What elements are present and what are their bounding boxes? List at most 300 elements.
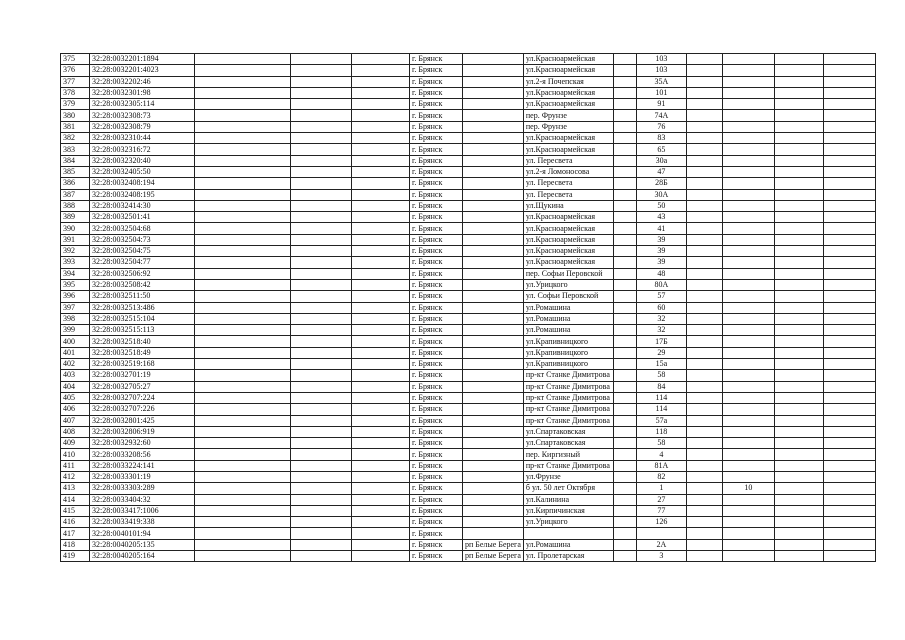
- cell-street: пр-кт Станке Димитрова: [523, 370, 613, 381]
- cell-empty: [352, 471, 410, 482]
- cell-empty: [823, 121, 875, 132]
- cell-settlement: [463, 460, 524, 471]
- cell-empty: [195, 144, 291, 155]
- cell-city: г. Брянск: [410, 551, 463, 562]
- cell-empty: [613, 483, 636, 494]
- cell-empty: [823, 246, 875, 257]
- cell-empty: [613, 449, 636, 460]
- cell-street: ул.Урицкого: [523, 517, 613, 528]
- table-row: [61, 471, 876, 482]
- cell-empty: [686, 268, 722, 279]
- cell-street: пер. Софьи Перовской: [523, 268, 613, 279]
- cell-house: 77: [636, 505, 686, 516]
- cell-no: 386: [61, 178, 90, 189]
- cell-settlement: [463, 54, 524, 65]
- cell-empty: [613, 212, 636, 223]
- cell-house: 3: [636, 551, 686, 562]
- cell-cad: 32:28:0040101:94: [90, 528, 195, 539]
- cell-city: г. Брянск: [410, 336, 463, 347]
- cell-no: 385: [61, 166, 90, 177]
- cell-empty: [352, 404, 410, 415]
- cell-city: г. Брянск: [410, 99, 463, 110]
- cell-empty: [195, 449, 291, 460]
- cell-empty: [291, 65, 352, 76]
- cell-cad: 32:28:0032515:113: [90, 325, 195, 336]
- cell-empty: [823, 144, 875, 155]
- cell-house: 65: [636, 144, 686, 155]
- table-row: [61, 449, 876, 460]
- cell-house: 118: [636, 426, 686, 437]
- cell-empty: [686, 223, 722, 234]
- cell-extra: [722, 133, 774, 144]
- cell-settlement: [463, 325, 524, 336]
- table-row: [61, 279, 876, 290]
- table-row: [61, 76, 876, 87]
- cell-extra: 10: [722, 483, 774, 494]
- cell-house: 41: [636, 223, 686, 234]
- cell-empty: [291, 234, 352, 245]
- cell-street: ул.Спартаковская: [523, 426, 613, 437]
- table-row: [61, 404, 876, 415]
- cell-empty: [613, 279, 636, 290]
- cell-extra: [722, 302, 774, 313]
- cell-no: 389: [61, 212, 90, 223]
- cell-empty: [195, 234, 291, 245]
- cell-city: г. Брянск: [410, 133, 463, 144]
- cell-empty: [195, 279, 291, 290]
- cell-no: 399: [61, 325, 90, 336]
- cell-empty: [774, 76, 823, 87]
- cell-settlement: [463, 313, 524, 324]
- cell-city: г. Брянск: [410, 166, 463, 177]
- cell-empty: [823, 347, 875, 358]
- cell-empty: [686, 517, 722, 528]
- table-row: [61, 291, 876, 302]
- cell-empty: [613, 370, 636, 381]
- table-row: [61, 313, 876, 324]
- cell-empty: [613, 110, 636, 121]
- cell-cad: 32:28:0032305:114: [90, 99, 195, 110]
- cell-house: 15а: [636, 359, 686, 370]
- cell-empty: [195, 200, 291, 211]
- cell-empty: [686, 99, 722, 110]
- cell-empty: [613, 257, 636, 268]
- cell-cad: 32:28:0032310:44: [90, 133, 195, 144]
- cell-street: ул. Пролетарская: [523, 551, 613, 562]
- cell-no: 405: [61, 392, 90, 403]
- cell-no: 377: [61, 76, 90, 87]
- cell-empty: [195, 257, 291, 268]
- table-row: [61, 517, 876, 528]
- table-row: [61, 528, 876, 539]
- cell-no: 398: [61, 313, 90, 324]
- cell-house: [636, 528, 686, 539]
- cell-city: г. Брянск: [410, 234, 463, 245]
- cell-empty: [774, 268, 823, 279]
- cell-empty: [352, 325, 410, 336]
- cell-empty: [195, 155, 291, 166]
- cell-empty: [613, 246, 636, 257]
- table-row: [61, 133, 876, 144]
- cell-extra: [722, 246, 774, 257]
- cell-empty: [686, 166, 722, 177]
- cell-empty: [823, 392, 875, 403]
- cell-empty: [195, 166, 291, 177]
- table-row: [61, 110, 876, 121]
- cell-no: 411: [61, 460, 90, 471]
- cell-empty: [195, 392, 291, 403]
- cell-empty: [195, 426, 291, 437]
- cell-no: 414: [61, 494, 90, 505]
- cell-empty: [686, 471, 722, 482]
- cell-empty: [823, 166, 875, 177]
- cell-empty: [291, 133, 352, 144]
- cell-empty: [195, 212, 291, 223]
- cell-empty: [195, 246, 291, 257]
- cell-empty: [823, 76, 875, 87]
- cell-no: 409: [61, 438, 90, 449]
- cell-empty: [291, 404, 352, 415]
- cell-empty: [774, 438, 823, 449]
- cell-city: г. Брянск: [410, 505, 463, 516]
- table-row: [61, 189, 876, 200]
- cell-cad: 32:28:0032408:194: [90, 178, 195, 189]
- cell-empty: [613, 404, 636, 415]
- cell-no: 381: [61, 121, 90, 132]
- cell-empty: [291, 415, 352, 426]
- register-table: [60, 53, 876, 562]
- cell-no: 408: [61, 426, 90, 437]
- cell-cad: 32:28:0032518:40: [90, 336, 195, 347]
- cell-empty: [774, 87, 823, 98]
- cell-empty: [613, 505, 636, 516]
- cell-empty: [686, 426, 722, 437]
- cell-empty: [686, 246, 722, 257]
- cell-empty: [291, 539, 352, 550]
- cell-settlement: [463, 121, 524, 132]
- table-row: [61, 302, 876, 313]
- cell-settlement: [463, 257, 524, 268]
- cell-empty: [774, 404, 823, 415]
- cell-house: 39: [636, 246, 686, 257]
- cell-cad: 32:28:0032504:68: [90, 223, 195, 234]
- cell-extra: [722, 223, 774, 234]
- cell-settlement: [463, 234, 524, 245]
- cell-city: г. Брянск: [410, 359, 463, 370]
- cell-cad: 32:28:0032511:50: [90, 291, 195, 302]
- table-row: [61, 212, 876, 223]
- cell-cad: 32:28:0032408:195: [90, 189, 195, 200]
- cell-empty: [613, 54, 636, 65]
- cell-extra: [722, 528, 774, 539]
- cell-settlement: [463, 65, 524, 76]
- cell-empty: [686, 133, 722, 144]
- cell-empty: [195, 313, 291, 324]
- cell-house: 81А: [636, 460, 686, 471]
- cell-empty: [823, 223, 875, 234]
- cell-extra: [722, 155, 774, 166]
- cell-empty: [352, 539, 410, 550]
- cell-cad: 32:28:0032806:919: [90, 426, 195, 437]
- cell-street: ул.Красноармейская: [523, 54, 613, 65]
- cell-empty: [823, 212, 875, 223]
- cell-cad: 32:28:0032705:27: [90, 381, 195, 392]
- cell-empty: [823, 483, 875, 494]
- cell-no: 401: [61, 347, 90, 358]
- cell-no: 375: [61, 54, 90, 65]
- cell-empty: [774, 483, 823, 494]
- cell-extra: [722, 517, 774, 528]
- cell-empty: [686, 189, 722, 200]
- cell-cad: 32:28:0033404:32: [90, 494, 195, 505]
- cell-cad: 32:28:0033208:56: [90, 449, 195, 460]
- cell-empty: [823, 313, 875, 324]
- cell-empty: [195, 325, 291, 336]
- cell-empty: [352, 144, 410, 155]
- cell-extra: [722, 144, 774, 155]
- cell-empty: [823, 494, 875, 505]
- cell-street: пр-кт Станке Димитрова: [523, 392, 613, 403]
- cell-empty: [195, 268, 291, 279]
- cell-empty: [352, 449, 410, 460]
- cell-empty: [613, 65, 636, 76]
- cell-empty: [686, 359, 722, 370]
- cell-extra: [722, 54, 774, 65]
- cell-settlement: [463, 404, 524, 415]
- table-row: [61, 178, 876, 189]
- cell-empty: [686, 144, 722, 155]
- cell-empty: [774, 200, 823, 211]
- cell-extra: [722, 268, 774, 279]
- cell-house: 114: [636, 404, 686, 415]
- table-row: [61, 370, 876, 381]
- cell-house: 58: [636, 438, 686, 449]
- cell-settlement: [463, 471, 524, 482]
- cell-empty: [613, 99, 636, 110]
- table-row: [61, 99, 876, 110]
- cell-street: пр-кт Станке Димитрова: [523, 415, 613, 426]
- cell-settlement: [463, 212, 524, 223]
- cell-empty: [686, 528, 722, 539]
- cell-house: 91: [636, 99, 686, 110]
- cell-settlement: [463, 279, 524, 290]
- cell-empty: [823, 471, 875, 482]
- cell-no: 390: [61, 223, 90, 234]
- table-row: [61, 257, 876, 268]
- cell-no: 415: [61, 505, 90, 516]
- cell-empty: [352, 483, 410, 494]
- cell-empty: [823, 517, 875, 528]
- cell-empty: [774, 291, 823, 302]
- cell-house: 47: [636, 166, 686, 177]
- cell-house: 2А: [636, 539, 686, 550]
- cell-empty: [195, 551, 291, 562]
- cell-extra: [722, 471, 774, 482]
- table-row: [61, 551, 876, 562]
- cell-empty: [613, 325, 636, 336]
- cell-settlement: [463, 189, 524, 200]
- cell-city: г. Брянск: [410, 144, 463, 155]
- cell-street: пер. Киргизный: [523, 449, 613, 460]
- cell-extra: [722, 460, 774, 471]
- cell-city: г. Брянск: [410, 246, 463, 257]
- cell-cad: 32:28:0032320:40: [90, 155, 195, 166]
- cell-empty: [823, 87, 875, 98]
- cell-street: б ул. 50 лет Октября: [523, 483, 613, 494]
- cell-empty: [823, 404, 875, 415]
- cell-empty: [352, 223, 410, 234]
- cell-street: ул.Кирпичинская: [523, 505, 613, 516]
- cell-no: 397: [61, 302, 90, 313]
- table-row: [61, 381, 876, 392]
- cell-no: 410: [61, 449, 90, 460]
- cell-empty: [613, 415, 636, 426]
- table-row: [61, 234, 876, 245]
- cell-empty: [291, 517, 352, 528]
- cell-empty: [352, 54, 410, 65]
- cell-empty: [823, 133, 875, 144]
- cell-city: г. Брянск: [410, 392, 463, 403]
- cell-settlement: рп Белые Берега: [463, 539, 524, 550]
- cell-house: 39: [636, 234, 686, 245]
- cell-cad: 32:28:0032519:168: [90, 359, 195, 370]
- cell-empty: [823, 65, 875, 76]
- cell-extra: [722, 212, 774, 223]
- cell-empty: [291, 449, 352, 460]
- cell-empty: [195, 347, 291, 358]
- cell-empty: [195, 471, 291, 482]
- cell-extra: [722, 110, 774, 121]
- cell-settlement: [463, 99, 524, 110]
- cell-settlement: [463, 246, 524, 257]
- cell-settlement: [463, 392, 524, 403]
- cell-empty: [686, 392, 722, 403]
- cell-empty: [291, 370, 352, 381]
- cell-empty: [352, 178, 410, 189]
- cell-empty: [613, 133, 636, 144]
- cell-house: 4: [636, 449, 686, 460]
- cell-empty: [686, 121, 722, 132]
- cell-empty: [823, 460, 875, 471]
- cell-empty: [774, 166, 823, 177]
- cell-empty: [195, 517, 291, 528]
- cell-street: ул.2-я Почепская: [523, 76, 613, 87]
- cell-house: 80А: [636, 279, 686, 290]
- cell-empty: [352, 415, 410, 426]
- cell-empty: [823, 438, 875, 449]
- cell-cad: 32:28:0032504:77: [90, 257, 195, 268]
- cell-empty: [823, 381, 875, 392]
- cell-empty: [352, 370, 410, 381]
- cell-empty: [686, 65, 722, 76]
- cell-empty: [686, 415, 722, 426]
- cell-empty: [774, 471, 823, 482]
- cell-city: г. Брянск: [410, 325, 463, 336]
- table-row: [61, 347, 876, 358]
- cell-settlement: [463, 438, 524, 449]
- cell-no: 419: [61, 551, 90, 562]
- cell-city: г. Брянск: [410, 313, 463, 324]
- cell-empty: [774, 449, 823, 460]
- cell-extra: [722, 336, 774, 347]
- cell-empty: [352, 381, 410, 392]
- cell-empty: [613, 426, 636, 437]
- table-row: [61, 223, 876, 234]
- cell-empty: [195, 404, 291, 415]
- cell-cad: 32:28:0032508:42: [90, 279, 195, 290]
- cell-cad: 32:28:0033303:289: [90, 483, 195, 494]
- cell-empty: [823, 302, 875, 313]
- cell-no: 403: [61, 370, 90, 381]
- cell-settlement: [463, 517, 524, 528]
- cell-city: г. Брянск: [410, 426, 463, 437]
- cell-empty: [823, 528, 875, 539]
- cell-extra: [722, 381, 774, 392]
- cell-empty: [352, 76, 410, 87]
- cell-city: г. Брянск: [410, 381, 463, 392]
- cell-empty: [613, 234, 636, 245]
- cell-settlement: [463, 144, 524, 155]
- cell-extra: [722, 359, 774, 370]
- cell-empty: [195, 76, 291, 87]
- cell-empty: [291, 291, 352, 302]
- cell-empty: [613, 438, 636, 449]
- cell-empty: [195, 528, 291, 539]
- cell-city: г. Брянск: [410, 302, 463, 313]
- cell-house: 58: [636, 370, 686, 381]
- cell-empty: [195, 65, 291, 76]
- cell-cad: 32:28:0033301:19: [90, 471, 195, 482]
- cell-empty: [774, 302, 823, 313]
- cell-house: 48: [636, 268, 686, 279]
- cell-empty: [774, 517, 823, 528]
- cell-empty: [774, 494, 823, 505]
- cell-empty: [352, 313, 410, 324]
- cell-extra: [722, 234, 774, 245]
- table-row: [61, 65, 876, 76]
- cell-house: 27: [636, 494, 686, 505]
- cell-empty: [823, 336, 875, 347]
- cell-empty: [613, 392, 636, 403]
- cell-empty: [291, 460, 352, 471]
- cell-street: ул.Красноармейская: [523, 65, 613, 76]
- cell-empty: [774, 65, 823, 76]
- cell-street: ул.Спартаковская: [523, 438, 613, 449]
- cell-empty: [686, 178, 722, 189]
- cell-empty: [352, 257, 410, 268]
- cell-empty: [352, 302, 410, 313]
- cell-empty: [291, 483, 352, 494]
- cell-house: 60: [636, 302, 686, 313]
- cell-empty: [686, 212, 722, 223]
- cell-settlement: [463, 505, 524, 516]
- cell-empty: [352, 200, 410, 211]
- cell-empty: [774, 246, 823, 257]
- cell-extra: [722, 505, 774, 516]
- cell-empty: [352, 336, 410, 347]
- cell-city: г. Брянск: [410, 178, 463, 189]
- cell-extra: [722, 438, 774, 449]
- cell-empty: [686, 551, 722, 562]
- cell-house: 17Б: [636, 336, 686, 347]
- cell-settlement: [463, 494, 524, 505]
- cell-empty: [291, 54, 352, 65]
- cell-extra: [722, 76, 774, 87]
- cell-extra: [722, 166, 774, 177]
- cell-empty: [613, 76, 636, 87]
- cell-empty: [195, 133, 291, 144]
- cell-empty: [823, 155, 875, 166]
